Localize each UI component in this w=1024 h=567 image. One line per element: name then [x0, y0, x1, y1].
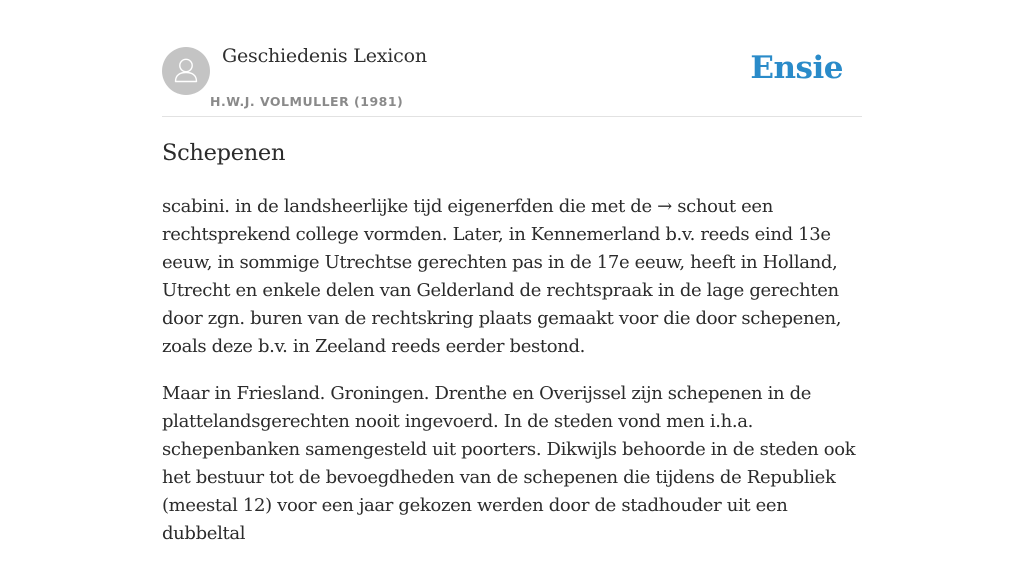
avatar[interactable]	[162, 47, 210, 95]
page-header	[162, 0, 862, 117]
entry-paragraph: scabini. in de landsheerlijke tijd eigenerfden die met de → schout een rechtsprekend college vormden. Later, in Kennemerland b.v. reeds eind 13e eeuw, in sommige Utrechtse gerechten pas in de 17e eeuw, heeft in Holland, Utrecht en enkele delen van Gelderland de rechtspraak in de lage gerechten door zgn. buren van de rechtskring plaats gemaakt voor die door schepenen, zoals deze b.v. in Zeeland reeds eerder bestond.	[162, 196, 842, 357]
source-title[interactable]: Geschiedenis Lexicon	[222, 45, 427, 67]
user-icon	[162, 47, 210, 95]
brand-logo[interactable]: Ensie	[750, 50, 843, 86]
page-title: Schepenen	[162, 140, 286, 166]
entry-paragraph: Maar in Friesland. Groningen. Drenthe en Overijssel zijn schepenen in de plattelandsgerechten nooit ingevoerd. In de steden vond men i.h.a. schepenbanken samengesteld uit poorters. Dikwijls behoorde in de steden ook het bestuur tot de bevoegdheden van de schepenen die tijdens de Republiek (meestal 12) voor een jaar gekozen werden door de stadhouder uit een dubbeltal	[162, 383, 856, 544]
page	[162, 0, 862, 544]
entry-body	[162, 193, 866, 567]
source-author[interactable]: H.W.J. VOLMULLER (1981)	[210, 94, 404, 109]
